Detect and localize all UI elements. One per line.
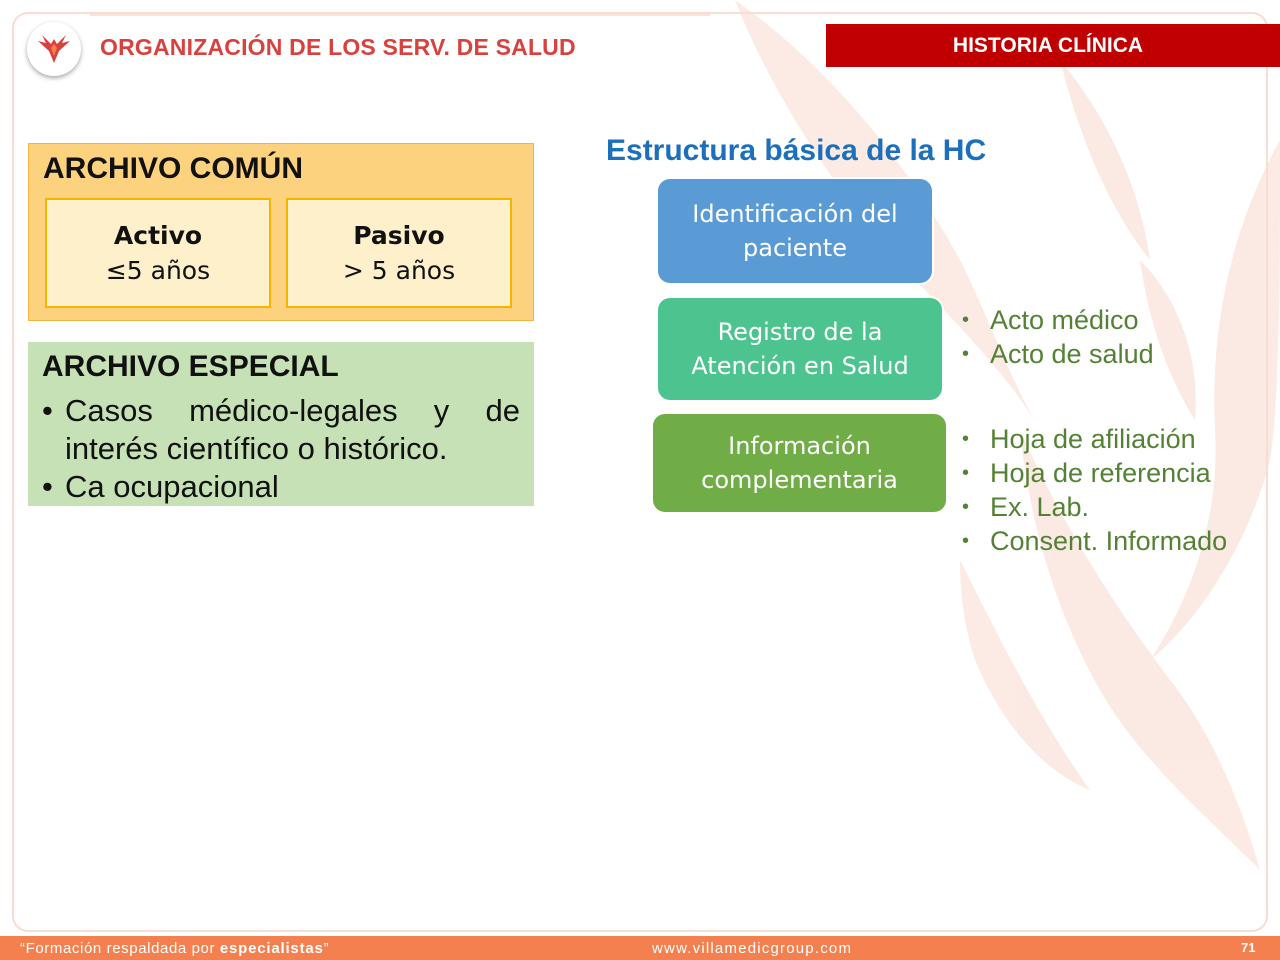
archivo-especial-title: ARCHIVO ESPECIAL: [42, 350, 339, 383]
list-item: • Hoja de referencia: [962, 456, 1227, 490]
pasivo-box: [286, 198, 512, 308]
list-item: • Hoja de afiliación: [962, 422, 1227, 456]
archivo-comun-box: [28, 143, 534, 321]
activo-box: [45, 198, 271, 308]
node-informacion-complementaria: [651, 412, 948, 514]
node-label: paciente: [743, 234, 847, 262]
footer-bar: [0, 936, 1280, 960]
activo-value: ≤5 años: [105, 256, 211, 285]
archivo-especial-list: [42, 392, 520, 506]
archivo-especial-box: [28, 342, 534, 506]
complementaria-details-list: [962, 422, 1227, 558]
section-badge: HISTORIA CLÍNICA: [826, 24, 1280, 67]
list-item: • Ex. Lab.: [962, 490, 1227, 524]
estructura-title: Estructura básica de la HC: [606, 134, 987, 167]
registro-details-list: [962, 303, 1154, 371]
list-item: • Consent. Informado: [962, 524, 1227, 558]
node-label: Registro de la: [717, 318, 883, 346]
organization-title: ORGANIZACIÓN DE LOS SERV. DE SALUD: [100, 34, 576, 60]
list-item: • Casos médico-legales y de interés científico o histórico.: [42, 392, 520, 468]
list-item: • Ca ocupacional: [42, 468, 520, 506]
tagline-prefix: “Formación respaldada por: [20, 940, 220, 957]
pasivo-value: > 5 años: [342, 256, 456, 285]
page-number: 71: [1241, 940, 1256, 955]
footer-url[interactable]: www.villamedicgroup.com: [652, 940, 853, 957]
list-item: • Acto médico: [962, 303, 1154, 337]
node-identificacion: [656, 177, 934, 285]
node-label: complementaria: [701, 466, 898, 494]
archivo-comun-title: ARCHIVO COMÚN: [43, 152, 303, 185]
tagline-bold: especialistas: [219, 940, 324, 957]
phoenix-logo-icon: [27, 22, 81, 76]
node-label: Información: [728, 432, 871, 460]
node-label: Atención en Salud: [691, 352, 909, 380]
tagline-suffix: ”: [323, 940, 330, 957]
list-item: • Acto de salud: [962, 337, 1154, 371]
activo-title: Activo: [113, 221, 203, 250]
header-divider: [90, 14, 710, 16]
footer-tagline: [20, 940, 329, 957]
node-label: Identificación del: [692, 200, 898, 228]
node-registro-atencion: [656, 296, 944, 402]
pasivo-title: Pasivo: [353, 221, 445, 250]
